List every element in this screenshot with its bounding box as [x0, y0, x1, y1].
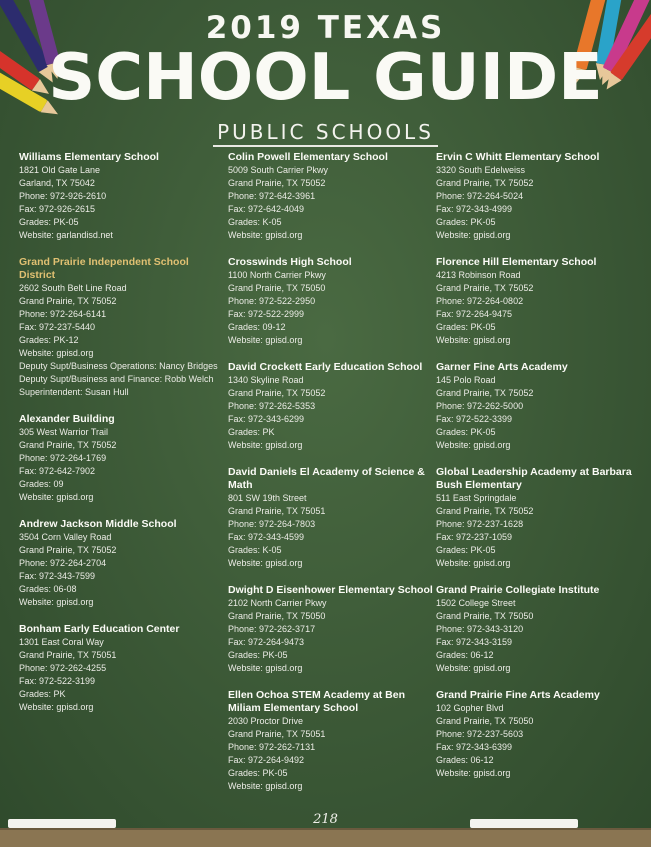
school-detail: Grand Prairie, TX 75050 [436, 716, 534, 726]
page-number: 218 [313, 812, 338, 827]
school-detail: Phone: 972-262-3717 [228, 624, 316, 634]
school-detail: Phone: 972-264-6141 [19, 309, 107, 319]
school-name: Williams Elementary School [19, 151, 159, 163]
school-detail: Grades: PK-05 [228, 650, 288, 660]
school-entry [228, 466, 433, 570]
school-detail: 3504 Corn Valley Road [19, 532, 112, 542]
school-detail: Website: gpisd.org [228, 781, 303, 791]
school-detail: 1340 Skyline Road [228, 375, 304, 385]
school-detail: Phone: 972-642-3961 [228, 191, 316, 201]
school-detail: Grades: PK-05 [436, 427, 496, 437]
school-detail: Fax: 972-343-6399 [436, 742, 513, 752]
school-detail: Grand Prairie, TX 75052 [436, 388, 534, 398]
school-detail: Grades: PK-05 [19, 217, 79, 227]
school-name: Andrew Jackson Middle School [19, 518, 177, 530]
school-detail: Fax: 972-343-4999 [436, 204, 513, 214]
school-detail: Grades: K-05 [228, 545, 282, 555]
school-detail: 102 Gopher Blvd [436, 703, 504, 713]
school-entry [436, 689, 641, 780]
page-title: SCHOOL GUIDE [48, 41, 603, 115]
school-detail: Website: gpisd.org [436, 440, 511, 450]
school-detail: Phone: 972-264-5024 [436, 191, 524, 201]
section-subtitle [0, 120, 651, 144]
school-entry [228, 584, 433, 675]
school-column-3 [436, 151, 641, 794]
school-name: Grand Prairie Independent School District [19, 256, 189, 281]
school-detail: 305 West Warrior Trail [19, 427, 109, 437]
school-detail: Website: gpisd.org [228, 440, 303, 450]
school-detail: Grand Prairie, TX 75052 [19, 440, 117, 450]
school-detail: Superintendent: Susan Hull [19, 387, 129, 397]
school-name: Florence Hill Elementary School [436, 256, 597, 268]
school-entry [436, 256, 641, 347]
school-detail: Website: gpisd.org [228, 558, 303, 568]
school-detail: 801 SW 19th Street [228, 493, 307, 503]
school-detail: Grand Prairie, TX 75050 [436, 611, 534, 621]
school-detail: Phone: 972-262-5000 [436, 401, 524, 411]
school-detail: 4213 Robinson Road [436, 270, 521, 280]
school-detail: Grades: PK-12 [19, 335, 79, 345]
school-detail: Website: gpisd.org [19, 492, 94, 502]
school-detail: Phone: 972-343-3120 [436, 624, 524, 634]
school-detail: Fax: 972-522-3399 [436, 414, 513, 424]
school-detail: 5009 South Carrier Pkwy [228, 165, 329, 175]
school-detail: Website: gpisd.org [228, 335, 303, 345]
chalk-tray [0, 828, 651, 847]
school-detail: Grand Prairie, TX 75051 [19, 650, 117, 660]
school-detail: Fax: 972-237-5440 [19, 322, 96, 332]
school-detail: Grand Prairie, TX 75051 [228, 729, 326, 739]
school-detail: Grades: PK-05 [436, 322, 496, 332]
school-detail: Phone: 972-264-2704 [19, 558, 107, 568]
school-detail: 1502 College Street [436, 598, 516, 608]
school-detail: Grades: 09 [19, 479, 64, 489]
school-detail: 2102 North Carrier Pkwy [228, 598, 327, 608]
school-detail: Grades: PK [228, 427, 275, 437]
school-detail: Phone: 972-522-2950 [228, 296, 316, 306]
school-detail: Website: gpisd.org [436, 768, 511, 778]
school-detail: Grades: PK-05 [228, 768, 288, 778]
school-detail: Grades: 06-08 [19, 584, 77, 594]
school-entry [19, 518, 224, 609]
school-detail: Fax: 972-522-3199 [19, 676, 96, 686]
school-name: David Daniels El Academy of Science & Math [228, 466, 425, 491]
school-entry [436, 584, 641, 675]
school-entry [228, 361, 433, 452]
school-detail: Fax: 972-264-9492 [228, 755, 305, 765]
subtitle-text: PUBLIC SCHOOLS [213, 120, 438, 147]
school-detail: Grand Prairie, TX 75050 [228, 611, 326, 621]
school-detail: Phone: 972-264-7803 [228, 519, 316, 529]
school-detail: Website: gpisd.org [228, 230, 303, 240]
school-detail: Phone: 972-262-7131 [228, 742, 316, 752]
school-detail: Phone: 972-926-2610 [19, 191, 107, 201]
school-detail: Grades: 06-12 [436, 650, 494, 660]
school-entry [19, 623, 224, 714]
school-detail: Grand Prairie, TX 75051 [228, 506, 326, 516]
school-detail: Grand Prairie, TX 75052 [228, 388, 326, 398]
school-detail: Website: gpisd.org [228, 663, 303, 673]
school-name: Colin Powell Elementary School [228, 151, 388, 163]
school-detail: Fax: 972-343-7599 [19, 571, 96, 581]
school-detail: Deputy Supt/Business and Finance: Robb Welch [19, 374, 214, 384]
school-name: Grand Prairie Collegiate Institute [436, 584, 600, 596]
school-detail: Grades: PK-05 [436, 545, 496, 555]
school-detail: Garland, TX 75042 [19, 178, 95, 188]
school-name: Grand Prairie Fine Arts Academy [436, 689, 600, 701]
school-detail: Grand Prairie, TX 75052 [436, 506, 534, 516]
chalk-piece-right [470, 819, 578, 828]
school-entry [436, 151, 641, 242]
school-detail: Phone: 972-237-1628 [436, 519, 524, 529]
school-detail: 511 East Springdale [436, 493, 517, 503]
school-detail: Website: gpisd.org [436, 230, 511, 240]
school-detail: 1821 Old Gate Lane [19, 165, 101, 175]
school-entry [436, 361, 641, 452]
school-entry [19, 256, 224, 399]
school-name: Ellen Ochoa STEM Academy at Ben Miliam Elementary School [228, 689, 405, 714]
school-detail: Fax: 972-343-3159 [436, 637, 513, 647]
school-detail: Fax: 972-642-7902 [19, 466, 96, 476]
school-detail: Grades: PK-05 [436, 217, 496, 227]
school-detail: Grades: K-05 [228, 217, 282, 227]
school-detail: Grand Prairie, TX 75052 [19, 296, 117, 306]
school-detail: Website: gpisd.org [19, 597, 94, 607]
school-detail: 145 Polo Road [436, 375, 496, 385]
school-detail: Phone: 972-264-0802 [436, 296, 524, 306]
school-name: David Crockett Early Education School [228, 361, 423, 373]
chalk-piece-left [8, 819, 116, 828]
school-name: Bonham Early Education Center [19, 623, 180, 635]
school-detail: Website: gpisd.org [436, 663, 511, 673]
school-detail: Website: gpisd.org [436, 335, 511, 345]
school-detail: Deputy Supt/Business Operations: Nancy Bridges [19, 361, 218, 371]
school-detail: Fax: 972-343-4599 [228, 532, 305, 542]
school-detail: 1100 North Carrier Pkwy [228, 270, 326, 280]
school-detail: Grand Prairie, TX 75052 [436, 178, 534, 188]
school-name: Ervin C Whitt Elementary School [436, 151, 600, 163]
school-entry [228, 256, 433, 347]
school-entry [19, 413, 224, 504]
school-detail: 3320 South Edelweiss [436, 165, 526, 175]
school-detail: Grand Prairie, TX 75052 [228, 178, 326, 188]
school-detail: Fax: 972-522-2999 [228, 309, 305, 319]
school-detail: Fax: 972-642-4049 [228, 204, 305, 214]
school-detail: Fax: 972-264-9475 [436, 309, 513, 319]
school-name: Dwight D Eisenhower Elementary School [228, 584, 433, 596]
school-detail: 2030 Proctor Drive [228, 716, 304, 726]
school-detail: Grades: 09-12 [228, 322, 286, 332]
year-heading: 2019 TEXAS [205, 10, 446, 46]
school-entry [228, 151, 433, 242]
school-detail: Fax: 972-237-1059 [436, 532, 513, 542]
school-detail: Grand Prairie, TX 75052 [19, 545, 117, 555]
school-entry [436, 466, 641, 570]
school-name: Global Leadership Academy at Barbara Bush Elementary [436, 466, 632, 491]
school-detail: Fax: 972-343-6299 [228, 414, 305, 424]
school-detail: Grand Prairie, TX 75050 [228, 283, 326, 293]
school-name: Crosswinds High School [228, 256, 352, 268]
school-column-2 [228, 151, 433, 807]
school-detail: Grades: 06-12 [436, 755, 494, 765]
school-detail: Website: gpisd.org [436, 558, 511, 568]
school-detail: Website: garlandisd.net [19, 230, 113, 240]
school-detail: Grades: PK [19, 689, 66, 699]
school-detail: Phone: 972-262-4255 [19, 663, 107, 673]
school-detail: Website: gpisd.org [19, 702, 94, 712]
school-detail: Phone: 972-264-1769 [19, 453, 107, 463]
school-entry [19, 151, 224, 242]
school-detail: Grand Prairie, TX 75052 [436, 283, 534, 293]
school-detail: Fax: 972-264-9473 [228, 637, 305, 647]
school-name: Garner Fine Arts Academy [436, 361, 568, 373]
school-detail: Fax: 972-926-2615 [19, 204, 96, 214]
school-entry [228, 689, 433, 793]
school-detail: 1301 East Coral Way [19, 637, 104, 647]
school-detail: Phone: 972-262-5353 [228, 401, 316, 411]
school-detail: Phone: 972-237-5603 [436, 729, 524, 739]
school-detail: Website: gpisd.org [19, 348, 94, 358]
school-name: Alexander Building [19, 413, 115, 425]
school-column-1 [19, 151, 224, 728]
school-detail: 2602 South Belt Line Road [19, 283, 127, 293]
